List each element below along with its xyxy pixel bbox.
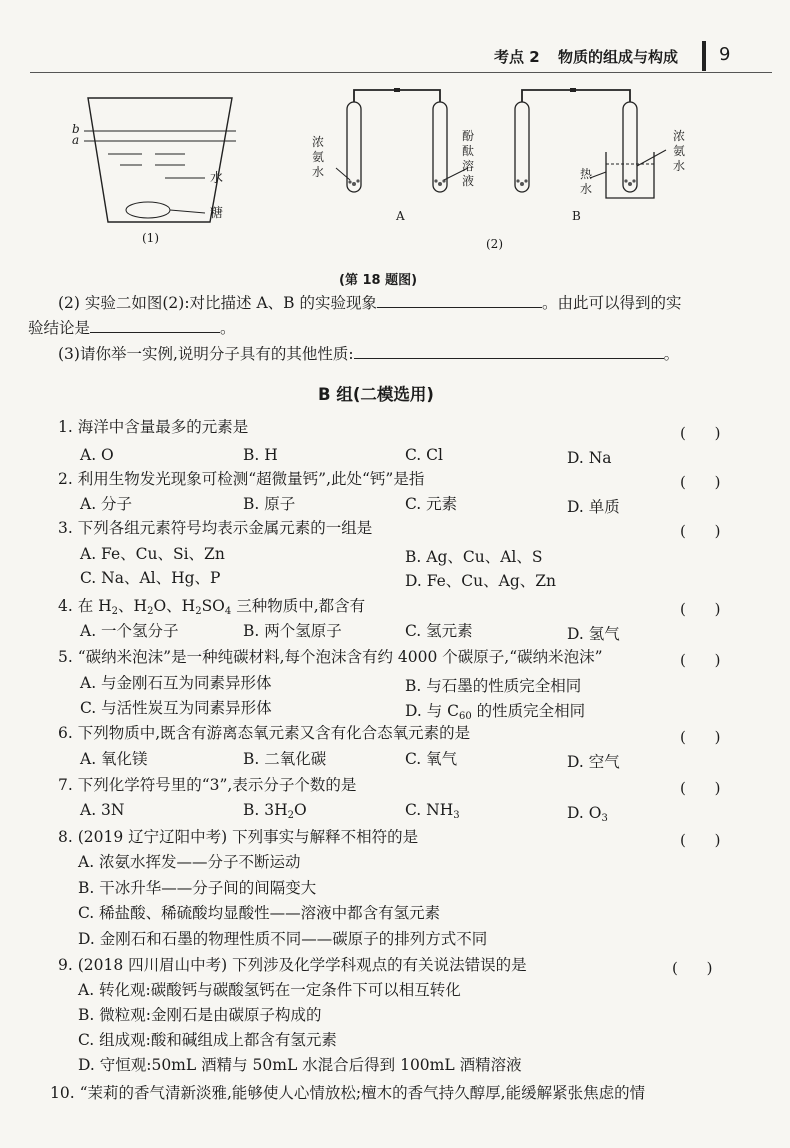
q8-option-c[interactable]: C. 稀盐酸、稀硫酸均显酸性——溶液中都含有氢元素 — [78, 904, 441, 922]
q9-option-a[interactable]: A. 转化观:碳酸钙与碳酸氢钙在一定条件下可以相互转化 — [78, 981, 461, 999]
sugar-lump — [126, 202, 170, 218]
q1-option-a[interactable]: A. O — [80, 446, 114, 464]
label-B: B — [572, 209, 581, 223]
label-sugar: 糖 — [210, 206, 224, 221]
answer-paren[interactable]: ( ) — [672, 959, 725, 977]
q7-stem: 7. 下列化学符号里的“3”,表示分子个数的是 — [58, 776, 357, 794]
q5-option-a[interactable]: A. 与金刚石互为同素异形体 — [80, 674, 272, 692]
tubes-figure — [300, 80, 700, 260]
q2-option-d[interactable]: D. 单质 — [567, 498, 620, 516]
q4-option-a[interactable]: A. 一个氢分子 — [80, 622, 179, 640]
section-title: B 组(二模选用) — [318, 385, 434, 404]
q1-option-c[interactable]: C. Cl — [405, 446, 443, 464]
page-number: 9 — [719, 44, 731, 65]
beaker-figure — [60, 90, 250, 250]
tube-left-b — [515, 102, 529, 192]
q7-option-d[interactable]: D. $O_3$ — [567, 804, 608, 824]
q4-option-c[interactable]: C. 氢元素 — [405, 622, 473, 640]
q1-option-d[interactable]: D. Na — [567, 449, 612, 467]
q1-option-b[interactable]: B. H — [243, 446, 278, 464]
answer-paren[interactable]: ( ) — [680, 473, 733, 491]
q4-option-d[interactable]: D. 氢气 — [567, 625, 620, 643]
clip-b — [570, 88, 576, 92]
label-b: b — [72, 122, 80, 136]
q2-option-b[interactable]: B. 原子 — [243, 495, 296, 513]
q3-option-b[interactable]: B. Ag、Cu、Al、S — [405, 548, 543, 566]
tube-left-a — [347, 102, 361, 192]
hot-water-beaker — [606, 152, 654, 198]
q8-option-a[interactable]: A. 浓氨水挥发——分子不断运动 — [78, 853, 301, 871]
q18-part2-line2: 验结论是 。 — [28, 319, 236, 337]
answer-paren[interactable]: ( ) — [680, 831, 733, 849]
setup-a — [312, 88, 478, 223]
clip-a — [394, 88, 400, 92]
answer-paren[interactable]: ( ) — [680, 728, 733, 746]
q8-stem: 8. (2019 辽宁辽阳中考) 下列事实与解释不相符的是 — [58, 828, 419, 846]
q5-stem: 5. “碳纳米泡沫”是一种纯碳材料,每个泡沫含有约 4000 个碳原子,“碳纳米泡沫” — [58, 648, 603, 666]
q6-stem: 6. 下列物质中,既含有游离态氧元素又含有化合态氧元素的是 — [58, 724, 471, 742]
q9-option-b[interactable]: B. 微粒观:金刚石是由碳原子构成的 — [78, 1006, 322, 1024]
answer-paren[interactable]: ( ) — [680, 651, 733, 669]
answer-blank[interactable] — [377, 293, 542, 308]
answer-paren[interactable]: ( ) — [680, 424, 733, 442]
q4-stem: 4. 在 $H_2$、$H_2O$、$H_2SO_4$ 三种物质中,都含有 — [58, 597, 366, 617]
q8-option-d[interactable]: D. 金刚石和石墨的物理性质不同——碳原子的排列方式不同 — [78, 930, 488, 948]
q3-option-d[interactable]: D. Fe、Cu、Ag、Zn — [405, 572, 557, 590]
label-A: A — [396, 209, 405, 223]
q7-option-a[interactable]: A. 3N — [80, 801, 125, 819]
answer-blank[interactable] — [90, 318, 220, 333]
q1-stem: 1. 海洋中含量最多的元素是 — [58, 418, 249, 436]
q2-option-a[interactable]: A. 分子 — [80, 495, 133, 513]
q6-option-c[interactable]: C. 氧气 — [405, 750, 458, 768]
answer-paren[interactable]: ( ) — [680, 779, 733, 797]
caption-2: (2) — [486, 237, 503, 251]
figure-title: (第 18 题图) — [339, 273, 418, 288]
answer-blank[interactable] — [354, 344, 664, 359]
q7-option-c[interactable]: C. $NH_3$ — [405, 801, 460, 821]
caption-1: (1) — [142, 231, 159, 245]
q4-option-b[interactable]: B. 两个氢原子 — [243, 622, 342, 640]
tube-right-a — [433, 102, 447, 192]
q6-option-d[interactable]: D. 空气 — [567, 753, 620, 771]
q7-option-b[interactable]: B. $3H_2O$ — [243, 801, 307, 821]
q18-part2-line1: (2) 实验二如图(2):对比描述 A、B 的实验现象 。由此可以得到的实 — [58, 294, 682, 312]
setup-b — [515, 88, 689, 223]
q8-option-b[interactable]: B. 干冰升华——分子间的间隔变大 — [78, 879, 317, 897]
q2-stem: 2. 利用生物发光现象可检测“超微量钙”,此处“钙”是指 — [58, 470, 425, 488]
q5-option-c[interactable]: C. 与活性炭互为同素异形体 — [80, 699, 272, 717]
label-a: a — [72, 133, 80, 147]
pointer — [336, 168, 350, 180]
q5-option-d[interactable]: D. 与 $C_{60}$ 的性质完全相同 — [405, 702, 586, 722]
q3-option-c[interactable]: C. Na、Al、Hg、P — [80, 569, 221, 587]
label-hot-water: 热 水 — [580, 167, 593, 196]
sugar-pointer — [170, 210, 205, 213]
q5-option-b[interactable]: B. 与石墨的性质完全相同 — [405, 677, 582, 695]
header-section: 考点 2 — [494, 48, 540, 66]
header-title: 物质的组成与构成 — [558, 48, 679, 66]
q3-option-a[interactable]: A. Fe、Cu、Si、Zn — [80, 545, 225, 563]
reagent-left-a: 浓 氨 水 — [312, 135, 325, 179]
q10-stem: 10. “茉莉的香气清新淡雅,能够使人心情放松;檀木的香气持久醇厚,能缓解紧张焦虑的情 — [50, 1084, 646, 1102]
answer-paren[interactable]: ( ) — [680, 600, 733, 618]
q9-option-c[interactable]: C. 组成观:酸和碱组成上都含有氢元素 — [78, 1031, 337, 1049]
q3-stem: 3. 下列各组元素符号均表示金属元素的一组是 — [58, 519, 373, 537]
q2-option-c[interactable]: C. 元素 — [405, 495, 458, 513]
tube-right-b — [623, 102, 637, 192]
label-water: 水 — [210, 171, 224, 186]
header-divider — [702, 41, 706, 71]
q6-option-b[interactable]: B. 二氧化碳 — [243, 750, 327, 768]
answer-paren[interactable]: ( ) — [680, 522, 733, 540]
q6-option-a[interactable]: A. 氧化镁 — [80, 750, 148, 768]
reagent-mid: 酚 酞 溶 液 — [462, 129, 475, 188]
reagent-right-b: 浓 氨 水 — [673, 129, 686, 173]
q9-option-d[interactable]: D. 守恒观:50mL 酒精与 50mL 水混合后得到 100mL 酒精溶液 — [78, 1056, 522, 1074]
header-rule — [30, 72, 772, 73]
q9-stem: 9. (2018 四川眉山中考) 下列涉及化学学科观点的有关说法错误的是 — [58, 956, 527, 974]
q18-part3: (3)请你举一实例,说明分子具有的其他性质: 。 — [58, 345, 680, 363]
